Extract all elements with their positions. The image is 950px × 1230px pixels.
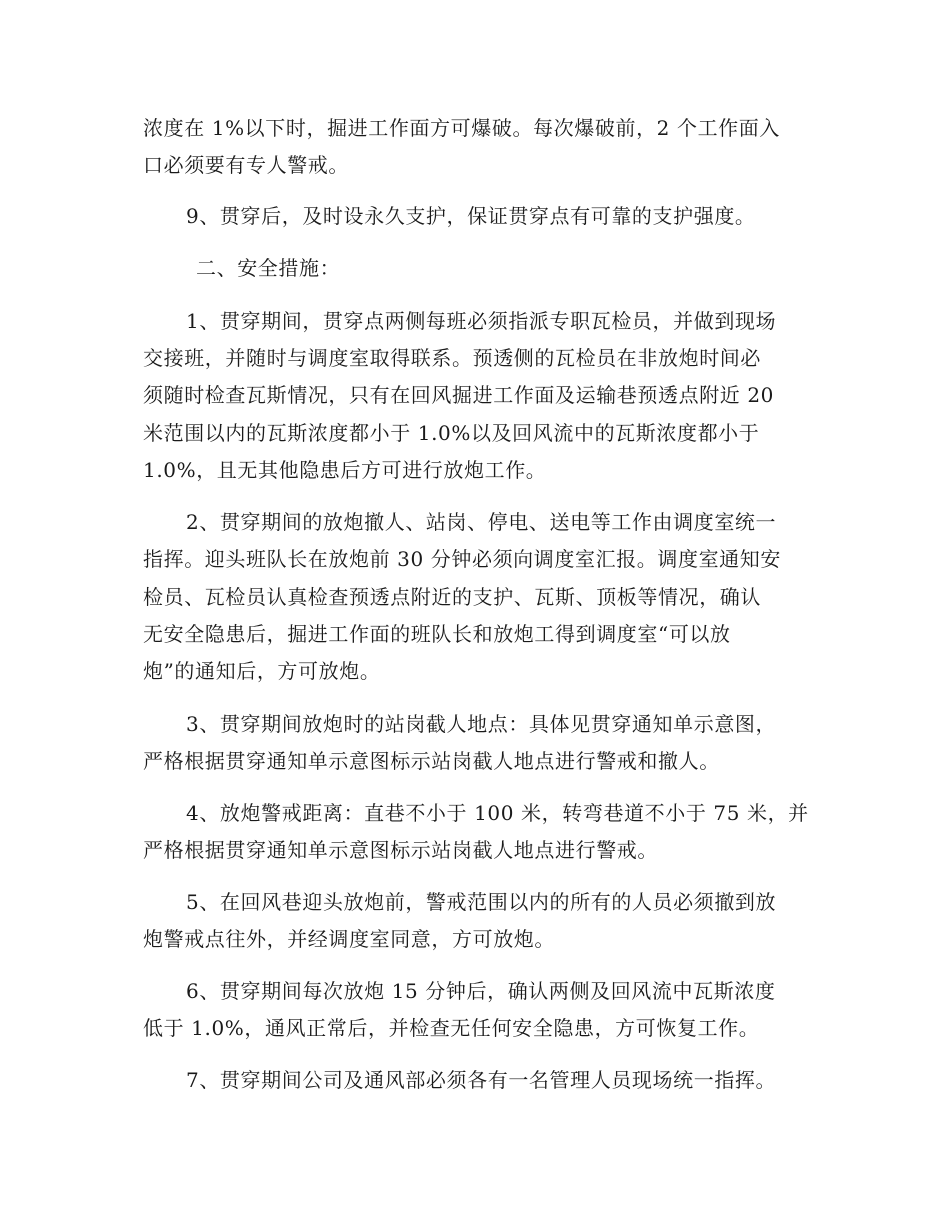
- item-9-line-1: 9、贯穿后，及时设永久支护，保证贯穿点有可靠的支护强度。: [186, 204, 756, 228]
- item-2-line-3: 检员、瓦检员认真检查预透点附近的支护、瓦斯、顶板等情况，确认: [143, 585, 761, 609]
- item-2-line-4: 无安全隐患后，掘进工作面的班队长和放炮工得到调度室“可以放: [143, 622, 731, 646]
- paragraph-continued-line-1: 浓度在 1%以下时，掘进工作面方可爆破。每次爆破前，2 个工作面入: [143, 116, 780, 140]
- section-heading-safety-measures: 二、安全措施：: [196, 256, 341, 280]
- item-1-line-3: 须随时检查瓦斯情况，只有在回风掘进工作面及运输巷预透点附近 20: [143, 383, 775, 407]
- item-4-line-1: 4、放炮警戒距离：直巷不小于 100 米，转弯巷道不小于 75 米，并: [186, 801, 809, 825]
- item-4-line-2: 严格根据贯穿通知单示意图标示站岗截人地点进行警戒。: [143, 838, 658, 862]
- item-2-line-1: 2、贯穿期间的放炮撤人、站岗、停电、送电等工作由调度室统一: [186, 510, 777, 534]
- item-6-line-2: 低于 1.0%，通风正常后，并检查无任何安全隐患，方可恢复工作。: [143, 1016, 760, 1040]
- paragraph-continued-line-2: 口必须要有专人警戒。: [143, 153, 349, 177]
- item-5-line-1: 5、在回风巷迎头放炮前，警戒范围以内的所有的人员必须撤到放: [186, 890, 777, 914]
- item-3-line-2: 严格根据贯穿通知单示意图标示站岗截人地点进行警戒和撤人。: [143, 749, 720, 773]
- item-6-line-1: 6、贯穿期间每次放炮 15 分钟后，确认两侧及回风流中瓦斯浓度: [186, 979, 776, 1003]
- item-2-line-5: 炮”的通知后，方可放炮。: [143, 659, 381, 683]
- item-1-line-5: 1.0%，且无其他隐患后方可进行放炮工作。: [143, 458, 547, 482]
- item-3-line-1: 3、贯穿期间放炮时的站岗截人地点：具体见贯穿通知单示意图，: [186, 712, 777, 736]
- item-2-line-2: 指挥。迎头班队长在放炮前 30 分钟必须向调度室汇报。调度室通知安: [143, 547, 781, 571]
- item-7-line-1: 7、贯穿期间公司及通风部必须各有一名管理人员现场统一指挥。: [186, 1068, 777, 1092]
- item-1-line-1: 1、贯穿期间，贯穿点两侧每班必须指派专职瓦检员，并做到现场: [186, 309, 777, 333]
- item-1-line-2: 交接班，并随时与调度室取得联系。预透侧的瓦检员在非放炮时间必: [143, 346, 761, 370]
- item-1-line-4: 米范围以内的瓦斯浓度都小于 1.0%以及回风流中的瓦斯浓度都小于: [143, 421, 760, 445]
- item-5-line-2: 炮警戒点往外，并经调度室同意，方可放炮。: [143, 927, 555, 951]
